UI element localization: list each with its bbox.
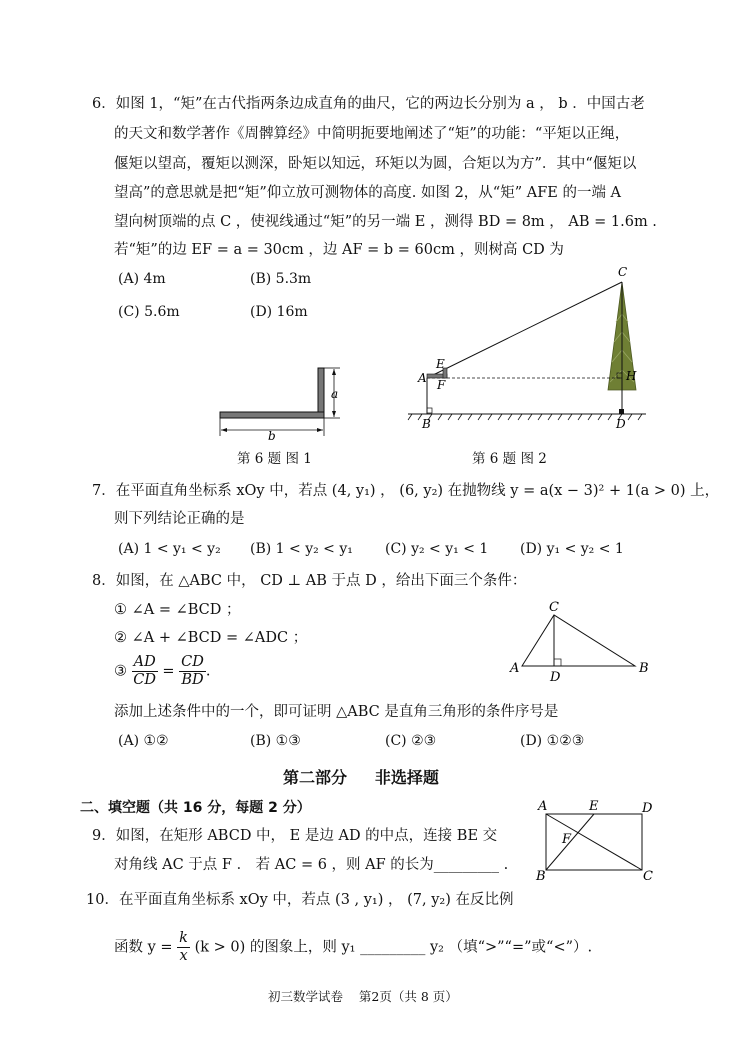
q6-figure-1 [212,360,352,442]
q8-label-d: D [550,670,561,683]
fig2-label-b: B [422,417,431,431]
q6-figure-2 [400,262,655,434]
q8-option-c[interactable]: (C) ②③ [385,733,437,749]
q7-line-1: 7．在平面直角坐标系 xOy 中，若点 (4, y₁) ， (6, y₂) 在抛物线 y = a(x − 3)² + 1(a > 0) 上， [92,483,720,499]
q7-line-2: 则下列结论正确的是 [114,511,245,527]
q8-condition-3: ③ $\frac{AD}{CD}$ = $\frac{CD}{BD}$ . [114,654,211,688]
q6-fig1-caption-text: 第 6 题 图 1 [237,451,312,467]
q7-option-d[interactable]: (D) y₁ < y₂ < 1 [520,541,624,557]
q8-option-b[interactable]: (B) ①③ [250,733,301,749]
q9-label-f: F [562,832,572,847]
part2-title: 第二部分 非选择题 [283,768,439,787]
q6-line-1: 6．如图 1，“矩”在古代指两条边成直角的曲尺，它的两边长分别为 a ， b ．中国古老 [92,96,645,112]
fig1-label-b: b [268,429,276,442]
q9-label-e: E [589,799,599,814]
q9-line-1: 9．如图，在矩形 ABCD 中， E 是边 AD 的中点，连接 BE 交 [92,828,498,844]
q10-fraction: $\frac{k}{x}$ [179,930,188,964]
q8-condition-2: ② ∠A + ∠BCD = ∠ADC ； [114,630,308,646]
q10-line-1: 10．在平面直角坐标系 xOy 中，若点 (3 , y₁) ， (7, y₂) 在反比例 [86,892,514,908]
q8-line-2: 添加上述条件中的一个，即可证明 △ABC 是直角三角形的条件序号是 [114,704,559,720]
q8-label-b: B [639,661,649,676]
q8-option-a[interactable]: (A) ①② [118,733,169,749]
fig1-label-a: a [331,387,339,401]
q6-option-a[interactable]: (A) 4m [118,271,166,287]
fig2-label-d: D [616,417,626,431]
q7-option-a[interactable]: (A) 1 < y₁ < y₂ [118,541,221,557]
q7-option-b[interactable]: (B) 1 < y₂ < y₁ [250,541,353,557]
q6-line-4: 望高”的意思就是把“矩”仰立放可测物体的高度. 如图 2，从“矩” AFE 的一端 A [114,185,622,201]
fig2-label-c: C [618,265,628,279]
q9-label-a: A [538,799,548,814]
q8-label-c: C [549,600,559,615]
q8-line-1: 8．如图，在 △ABC 中， CD ⊥ AB 于点 D ，给出下面三个条件： [92,573,527,589]
q8-label-a: A [510,661,520,676]
fig2-label-h: H [626,369,637,383]
q8-condition-1: ① ∠A = ∠BCD ； [114,602,241,618]
q6-line-6: 若“矩”的边 EF = a = 30cm ，边 AF = b = 60cm ，则树高 CD 为 [114,242,564,258]
q6-option-c[interactable]: (C) 5.6m [118,304,180,320]
q9-figure [532,796,662,884]
section2-title: 二、填空题（共 16 分，每题 2 分） [80,800,311,816]
q8-fraction-2: $\frac{CD}{BD}$ [181,654,204,688]
fig2-label-f: F [437,378,446,392]
q6-fig2-caption: 第 6 题 图 2 [472,451,547,467]
q10-line-2: 函数 y = $\frac{k}{x}$ (k > 0) 的图象上，则 y₁ _________ y₂ （填“>”“=”或“<”）. [114,930,593,964]
q7-option-c[interactable]: (C) y₂ < y₁ < 1 [385,541,489,557]
q9-line-2: 对角线 AC 于点 F ． 若 AC = 6 ，则 AF 的长为_________ . [114,857,509,873]
q6-line-3: 偃矩以望高，覆矩以测深，卧矩以知远，环矩以为圆，合矩以为方”．其中“偃矩以 [114,156,637,172]
page-footer: 初三数学试卷 第2页（共 8 页） [268,989,458,1004]
q6-line-2: 的天文和数学著作《周髀算经》中简明扼要地阐述了“矩”的功能：“平矩以正绳， [114,126,630,142]
q6-option-b[interactable]: (B) 5.3m [250,271,312,287]
q6-line-5: 望向树顶端的点 C ，使视线通过“矩”的另一端 E ，测得 BD = 8m ， AB = 1.6m . [114,214,657,230]
q9-label-d: D [642,801,653,816]
fig2-label-a: A [418,371,427,385]
fig2-label-e: E [436,357,445,371]
q8-option-d[interactable]: (D) ①②③ [520,733,585,749]
q8-fraction-1: $\frac{AD}{CD}$ [133,654,157,688]
q9-label-b: B [536,869,546,884]
q9-label-c: C [643,869,653,884]
q6-option-d[interactable]: (D) 16m [250,304,308,320]
q8-figure [505,597,655,683]
